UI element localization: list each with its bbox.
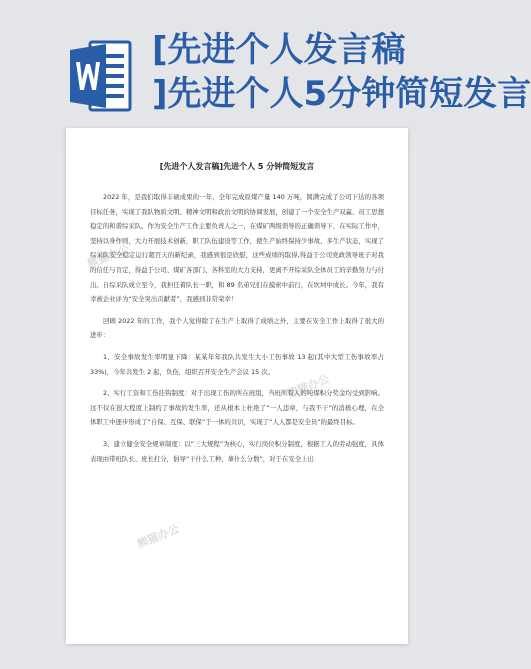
- document-title: [先进个人发言稿]先进个人 5 分钟简短发言: [159, 162, 315, 171]
- paragraph: 3、建立健全安全规章制度：以“三大规程”为核心，实行岗位积分制度，根据工人的劳动强度，具体表现由带班队长、班长打分，倡导“干什么工种，拿什么分数”，对于在安全上出: [90, 439, 384, 463]
- paragraph: 2022 年，是我们取得丰硕成果的一年，全年完成原煤产量 140 万吨，圆满完成了公司下达的各项目标任务，实现了我队物质文明、精神文明和政治文明的协调发展，创建了一个安全生产双赢、员工思想稳定的和谐综采队。作为安全生产工作主要负责人之一，在煤矿两级领导的正确领导下，在实际工作中，坚持以身作则，大力开展技术创新，职工队伍建设等工作，使生产始终保持少事故、多生产状态，实现了综采队安全稳定运行超百天的新纪录，我感到很是欣慰，这些成绩的取得,得益于公司党政领导班子对我的信任与肯定，得益于公司、煤矿各部门、各科室的大力支持，更离不开综采队全体员工的辛勤努力与付出。自综采队成立至今，我担任着队长一职，和 89 名弟兄们在摸索中前行，在坎坷中成长。今年，我有幸被企业评为“安全突出贡献者”，我感到非常荣幸！: [90, 193, 384, 304]
- banner-title-line2: ]先进个人5分钟简短发言: [152, 74, 531, 114]
- watermark: 熊猫办公: [285, 372, 332, 401]
- watermark: 熊猫办公: [85, 242, 132, 271]
- paragraph: 2、实行工资和工伤挂钩制度：对于出现工伤的所在班组，当班所有人的吨煤积分奖金均受到影响。这不仅在很大程度上制约了事故的发生率，还从根本上杜绝了“一人违章，与我不干”的消极心理，在全体职工中逐步形成了“自保、互保、联保”于一体的共识，实现了“人人都是安全员”的最终目标。: [90, 389, 384, 427]
- banner-title-line1: [先进个人发言稿: [152, 30, 406, 70]
- banner-title: [152, 28, 531, 116]
- watermark: 熊猫办公: [135, 522, 182, 551]
- paragraph: 回顾 2022 年的工作，我个人觉得除了在生产上取得了成绩之外，主要在安全工作上取得了很大的进步：: [90, 316, 384, 340]
- document-page: [66, 128, 408, 644]
- word-icon: [68, 36, 134, 116]
- document-body: [90, 190, 384, 473]
- paragraph: 1、安全事故发生率明显下降：某某年年我队共发生大小工伤事故 13 起(其中大型工伤事故率占 33%)，今年共发生 2 起，负伤，组织召开安全生产会议 15 次。: [90, 352, 384, 376]
